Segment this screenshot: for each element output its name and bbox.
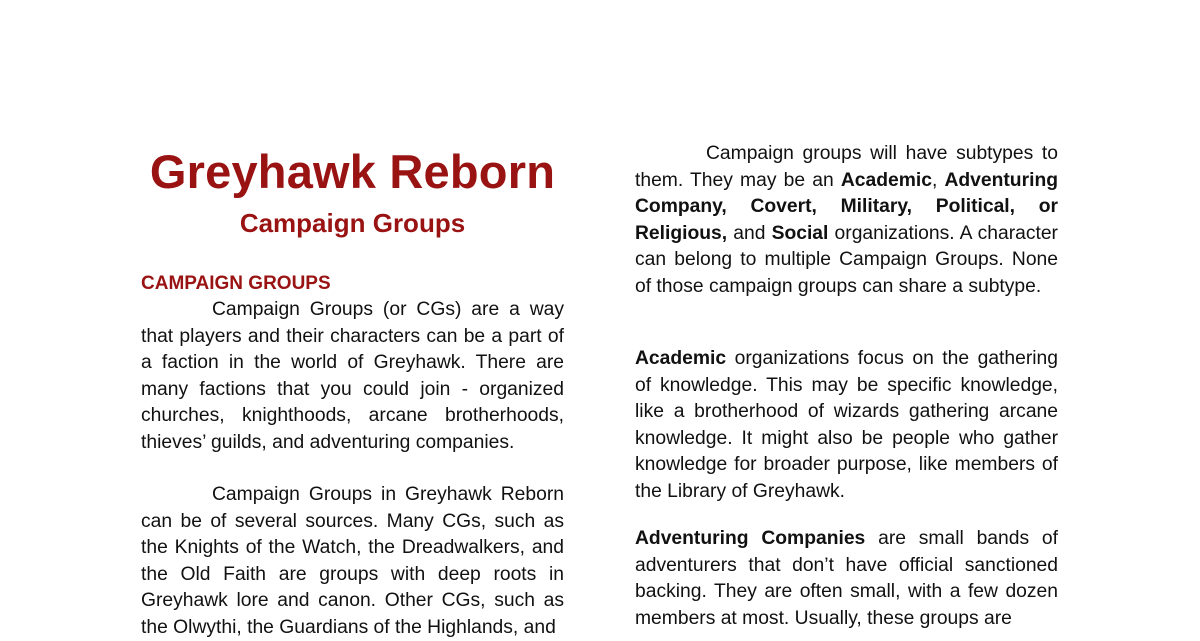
paragraph-academic: [635, 346, 1058, 505]
section-heading-campaign-groups: CAMPAIGN GROUPS: [141, 273, 331, 294]
text-run: organizations focus on the gathering of knowledge. This may be specific knowledge, like a brotherhood of wizards gathering arcane knowledge. It might also be people who gather knowledge for broader purpose, like members of the Library of Greyhawk.: [635, 348, 1058, 502]
text-run: are small bands of adventurers that don’t have official sanctioned backing. They are often small, with a few dozen members at most. Usually, these groups are: [635, 528, 1058, 629]
bold-term-academic: Academic: [840, 169, 932, 191]
bold-term-academic: Academic: [635, 348, 727, 369]
text-run: organizations. A character can belong to multiple Campaign Groups. None of those campaign groups can share a subtype.: [635, 222, 1058, 297]
text-run: ,: [931, 169, 945, 191]
paragraph-subtypes: [635, 141, 1058, 300]
text-run: Campaign groups will have subtypes to them. They may be an: [635, 143, 1058, 191]
bold-term-social: Social: [771, 222, 829, 244]
paragraph-intro: Campaign Groups (or CGs) are a way that players and their characters can be a part of a faction in the world of Greyhawk. There are many factions that you could join - organized churches, knighthoods, arcane brotherhoods, thieves’ guilds, and adventuring companies.: [141, 299, 564, 453]
paragraph-adventuring-companies: [635, 526, 1058, 632]
document-subtitle: Campaign Groups: [239, 208, 466, 238]
paragraph-sources: Campaign Groups in Greyhawk Reborn can be of several sources. Many CGs, such as the Knights of the Watch, the Dreadwalkers, and the Old Faith are groups with deep roots in Greyhawk lore and canon. Other CGs, such as the Olwythi, the Guardians of the Highlands, and: [141, 484, 564, 638]
text-run: and: [727, 222, 772, 244]
bold-term-adventuring-companies: Adventuring Companies: [635, 528, 866, 549]
document-title: Greyhawk Reborn: [149, 145, 556, 198]
bold-term-subtypes: Adventuring Company, Covert, Military, Political, or Religious,: [635, 169, 1058, 244]
